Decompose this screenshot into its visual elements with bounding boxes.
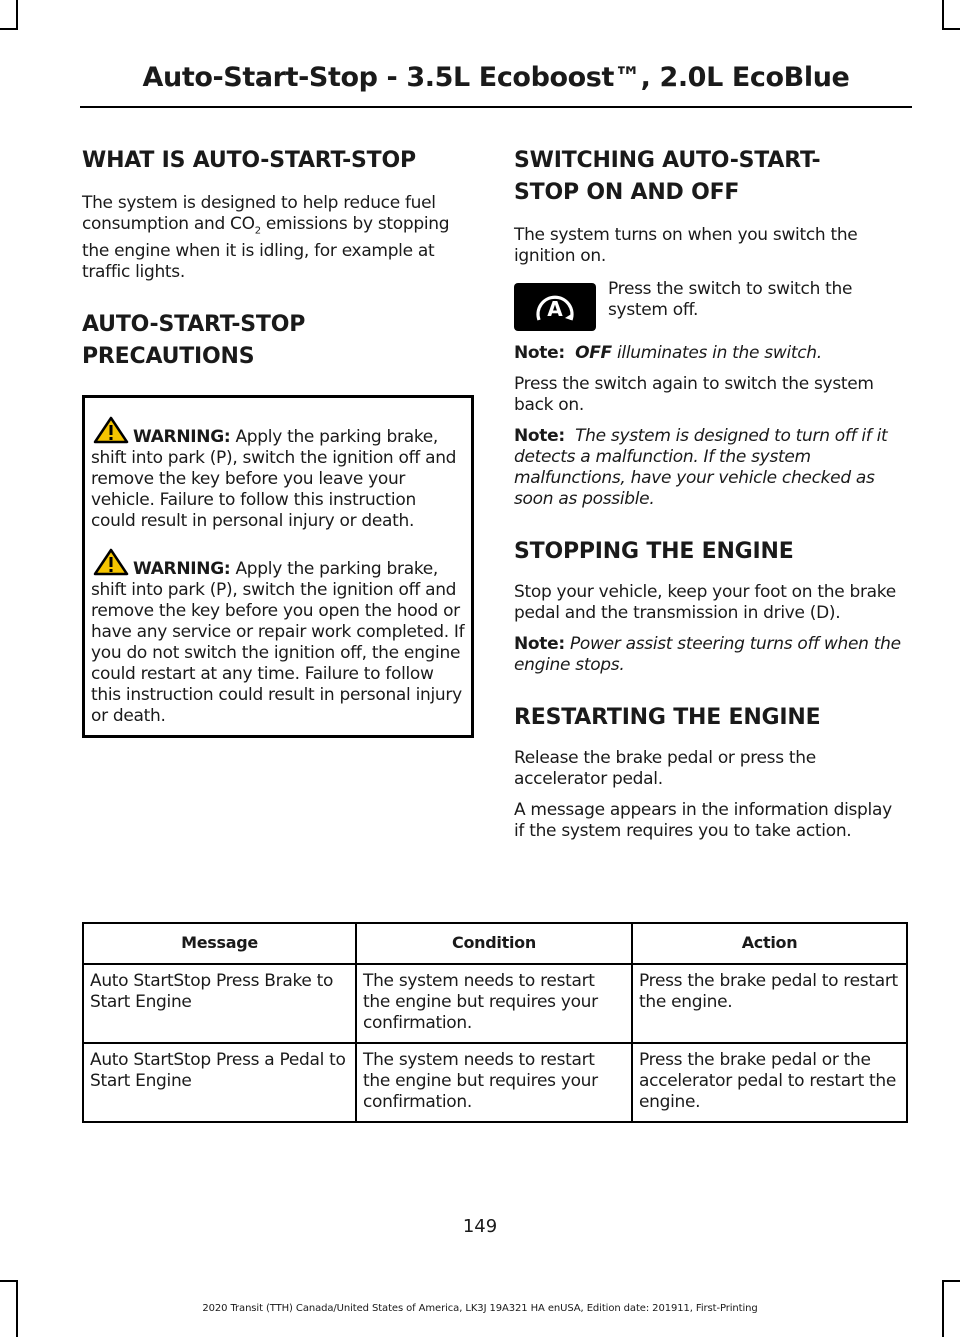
co2-subscript: 2	[254, 225, 261, 237]
note-malfunction: Note: The system is designed to turn off if it detects a malfunction. If the system malfunctions, have your vehicle checked as soon as possible.	[514, 426, 888, 509]
table-cell-condition: The system needs to restart the engine but requires your confirmation.	[356, 964, 632, 1043]
restarting-paragraph-1: Release the brake pedal or press the accelerator pedal.	[514, 748, 816, 789]
left-column	[82, 145, 474, 738]
section-title-switching: SWITCHING AUTO-START- STOP ON AND OFF	[514, 148, 821, 205]
intro-paragraph: The system is designed to help reduce fuel consumption and $CO_2$ emissions by stopping the engine when it is idling, for example at traffic lights.	[82, 193, 450, 283]
auto-start-stop-icon	[530, 287, 580, 327]
crop-mark	[0, 28, 18, 30]
auto-start-stop-switch-icon	[514, 283, 596, 331]
page-number: 149	[462, 1216, 498, 1237]
note-power-steering: Note: Power assist steering turns off when the engine stops.	[514, 634, 901, 675]
stopping-paragraph: Stop your vehicle, keep your foot on the brake pedal and the transmission in drive (D).	[514, 582, 896, 623]
column-header-message: Message	[83, 923, 356, 964]
column-header-condition: Condition	[356, 923, 632, 964]
switching-paragraph: The system turns on when you switch the ignition on.	[514, 225, 858, 266]
header-rule	[80, 106, 912, 108]
right-column	[514, 145, 906, 842]
page-footer: 2020 Transit (TTH) Canada/United States of America, LK3J 19A321 HA enUSA, Edition date: 201911, First-Printing	[202, 1303, 758, 1314]
table-row	[83, 1043, 907, 1122]
crop-mark	[942, 1280, 960, 1282]
crop-mark	[942, 28, 960, 30]
warning-label: WARNING:	[133, 559, 231, 580]
table-cell-condition: The system needs to restart the engine but requires your confirmation.	[356, 1043, 632, 1122]
svg-text:A: A	[547, 297, 563, 321]
crop-mark	[942, 0, 944, 30]
warning-triangle-icon	[93, 416, 129, 444]
warning-box	[82, 395, 474, 738]
section-title-precautions: AUTO-START-STOP PRECAUTIONS	[82, 312, 306, 370]
section-title-what-is: WHAT IS AUTO-START-STOP	[82, 148, 416, 173]
table-cell-action: Press the brake pedal or the accelerator pedal to restart the engine.	[632, 1043, 907, 1122]
warning-paragraph: WARNING: Apply the parking brake, shift into park (P), switch the ignition off and remove the key before you open the hood or have any service or repair work completed. If you do not switch the ignition off, the engine could restart at any time. Failure to follow this instruction could result in personal injury or death.	[91, 548, 465, 727]
switch-instruction	[514, 279, 906, 331]
messages-table	[82, 922, 908, 1123]
section-title-restarting: RESTARTING THE ENGINE	[514, 705, 821, 730]
warning-label: WARNING:	[133, 427, 231, 448]
press-switch-text: Press the switch to switch the system off.	[608, 279, 853, 320]
table-cell-message: Auto StartStop Press Brake to Start Engine	[83, 964, 356, 1043]
table-cell-message: Auto StartStop Press a Pedal to Start Engine	[83, 1043, 356, 1122]
page-header-title: Auto-Start-Stop - 3.5L Ecoboost™, 2.0L EcoBlue	[142, 62, 850, 93]
warning-triangle-icon	[93, 548, 129, 576]
restarting-paragraph-2: A message appears in the information display if the system requires you to take action.	[514, 800, 892, 841]
switch-back-on-paragraph: Press the switch again to switch the system back on.	[514, 374, 874, 415]
column-header-action: Action	[632, 923, 907, 964]
warning-paragraph: WARNING: Apply the parking brake, shift into park (P), switch the ignition off and remove the key before you leave your vehicle. Failure to follow this instruction could result in personal injury or death.	[91, 416, 465, 532]
crop-mark	[16, 0, 18, 30]
note-off: Note: OFF illuminates in the switch.	[514, 343, 822, 363]
crop-mark	[0, 1280, 18, 1282]
table-header-row	[83, 923, 907, 964]
section-title-stopping: STOPPING THE ENGINE	[514, 539, 794, 564]
table-row	[83, 964, 907, 1043]
table-cell-action: Press the brake pedal to restart the engine.	[632, 964, 907, 1043]
